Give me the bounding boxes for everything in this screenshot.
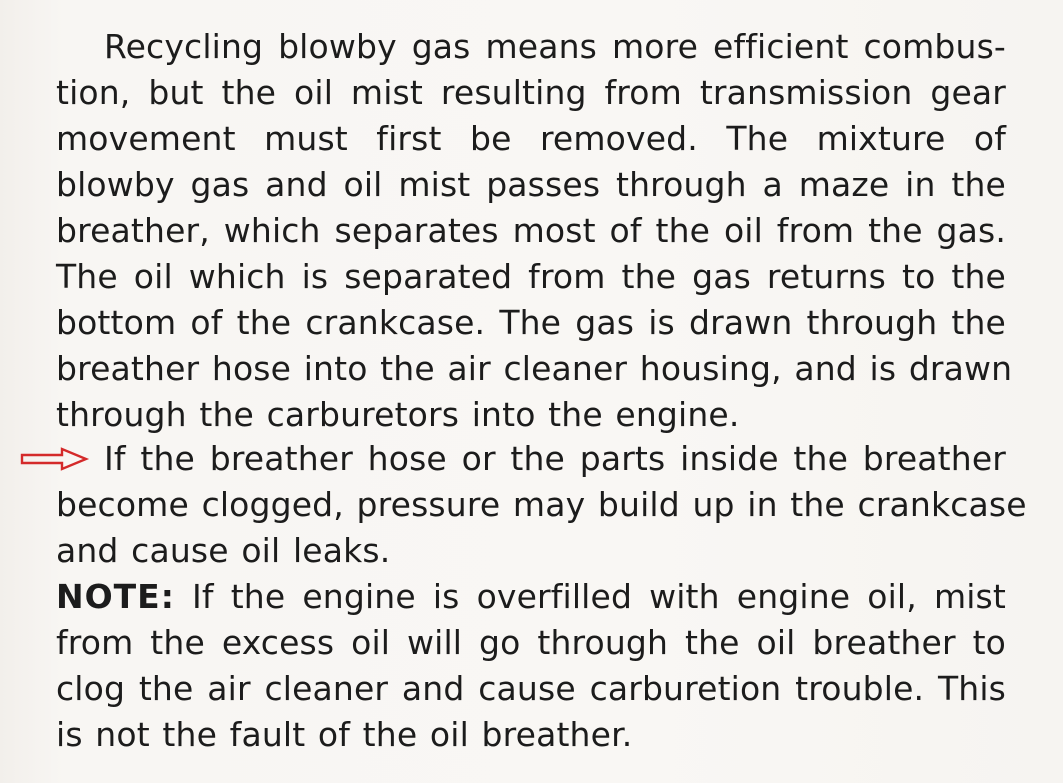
text-line: tion, but the oil mist resulting from transmission gear [56,73,1006,112]
note-first-line [56,574,1006,620]
note-paragraph [56,574,1006,758]
text-line: Recycling blowby gas means more efficient combus- [104,27,1006,66]
text-line: clog the air cleaner and cause carburetion trouble. This [56,669,1006,708]
paragraph-clogged-breather [56,436,1027,574]
paragraph-blowby [56,24,1013,438]
note-label: NOTE: [56,577,175,616]
text-line: If the breather hose or the parts inside the breather [104,439,1006,478]
text-line: and cause oil leaks. [56,531,391,570]
text-line: movement must first be removed. The mixture of [56,119,1006,158]
text-line: bottom of the crankcase. The gas is drawn through the [56,303,1006,342]
text-line: blowby gas and oil mist passes through a maze in the [56,165,1006,204]
text-line: from the excess oil will go through the oil breather to [56,623,1006,662]
text-line: breather, which separates most of the oil from the gas. [56,211,1006,250]
note-first-line-text: If the engine is overfilled with engine oil, mist [191,577,1006,616]
text-line: is not the fault of the oil breather. [56,715,633,754]
text-line: become clogged, pressure may build up in the crankcase [56,485,1027,524]
text-line: through the carburetors into the engine. [56,395,740,434]
text-line: The oil which is separated from the gas returns to the [56,257,1006,296]
text-line: breather hose into the air cleaner housing, and is drawn [56,349,1013,388]
